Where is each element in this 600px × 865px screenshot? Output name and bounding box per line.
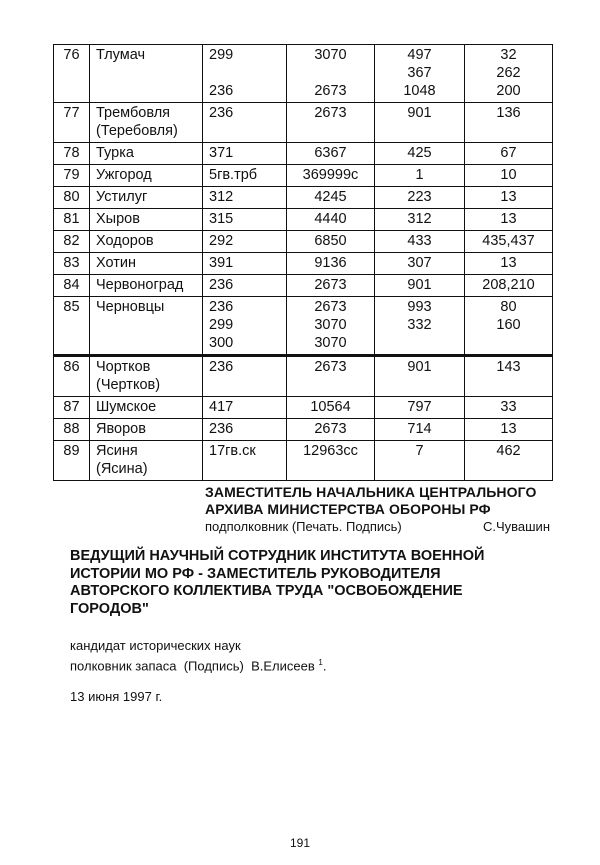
- city-name: Червоноград: [96, 277, 184, 293]
- unit-number: 236: [209, 421, 234, 437]
- unit-number: 371: [209, 145, 234, 161]
- unit-code: 2673: [314, 299, 347, 315]
- unit-number-cell: [203, 45, 287, 103]
- unit-code-cell: [287, 356, 375, 397]
- city-name: Турка: [96, 145, 134, 161]
- unit-number: 299: [209, 317, 234, 333]
- row-number: 89: [54, 441, 90, 481]
- row-number: 78: [54, 143, 90, 165]
- candidate-name: В.Елисеев: [251, 658, 315, 674]
- row-number: 88: [54, 419, 90, 441]
- unit-code-cell: [287, 45, 375, 103]
- unit-code-cell: [287, 419, 375, 441]
- deputy-name: С.Чувашин: [482, 519, 550, 534]
- city-name-cell: [90, 356, 203, 397]
- row-number: 86: [54, 356, 90, 397]
- reference-number-cell: [465, 209, 553, 231]
- table-row: [54, 209, 553, 231]
- unit-code-cell: [287, 297, 375, 356]
- unit-code-cell: [287, 275, 375, 297]
- unit-number-cell: [203, 143, 287, 165]
- unit-number-cell: [203, 397, 287, 419]
- reference-number: 33: [500, 399, 517, 415]
- unit-code: 6850: [314, 233, 347, 249]
- city-name-cell: [90, 45, 203, 103]
- unit-number-cell: [203, 103, 287, 143]
- city-name: Шумское: [96, 399, 157, 415]
- unit-code: 4440: [314, 211, 347, 227]
- order-number-cell: [375, 356, 465, 397]
- city-name-cell: [90, 231, 203, 253]
- unit-number: 236: [209, 299, 234, 315]
- unit-number-cell: [203, 275, 287, 297]
- unit-number-cell: [203, 209, 287, 231]
- city-name-cell: [90, 397, 203, 419]
- unit-code: 9136: [314, 255, 347, 271]
- candidate-block: [70, 637, 490, 674]
- order-number-cell: [375, 397, 465, 419]
- reference-number: 208,210: [482, 277, 535, 293]
- order-number-cell: [375, 45, 465, 103]
- reference-number: 10: [500, 167, 517, 183]
- table-row: [54, 231, 553, 253]
- row-number: 82: [54, 231, 90, 253]
- unit-number: [209, 64, 280, 82]
- order-number: 901: [407, 277, 432, 293]
- reference-number: 67: [500, 145, 517, 161]
- deputy-title: [205, 484, 555, 518]
- unit-number: 5гв.трб: [209, 167, 258, 183]
- order-number: 367: [407, 65, 432, 81]
- deputy-rank: подполковник (Печать. Подпись): [205, 519, 402, 534]
- unit-number: 236: [209, 277, 234, 293]
- unit-code: 2673: [314, 277, 347, 293]
- city-name-cell: [90, 275, 203, 297]
- unit-code: 4245: [314, 189, 347, 205]
- unit-code-cell: [287, 103, 375, 143]
- city-name: Ясиня: [96, 443, 138, 459]
- reference-number-cell: [465, 356, 553, 397]
- city-name: Яворов: [96, 421, 146, 437]
- city-name-cell: [90, 297, 203, 356]
- table-row: [54, 143, 553, 165]
- table-row: [54, 103, 553, 143]
- city-name: Хотин: [96, 255, 137, 271]
- unit-number-cell: [203, 441, 287, 481]
- order-number-cell: [375, 441, 465, 481]
- unit-code: 2673: [314, 359, 347, 375]
- unit-code-cell: [287, 397, 375, 419]
- city-name: Ужгород: [96, 167, 152, 183]
- row-number: 84: [54, 275, 90, 297]
- table-row: [54, 419, 553, 441]
- reference-number-cell: [465, 441, 553, 481]
- order-number-cell: [375, 187, 465, 209]
- reference-number-cell: [465, 187, 553, 209]
- order-number-cell: [375, 165, 465, 187]
- unit-number-cell: [203, 253, 287, 275]
- unit-number: 236: [209, 105, 234, 121]
- order-number: 307: [407, 255, 432, 271]
- reference-number: 13: [500, 255, 517, 271]
- unit-code: 3070: [314, 335, 347, 351]
- order-number-cell: [375, 253, 465, 275]
- unit-number: 391: [209, 255, 234, 271]
- lead-title-line-3: АВТОРСКОГО КОЛЛЕКТИВА ТРУДА "ОСВОБОЖДЕНИЕ: [70, 583, 463, 599]
- lead-researcher-title: [70, 548, 540, 618]
- unit-number: 299: [209, 47, 234, 63]
- lead-title-line-1: ВЕДУЩИЙ НАУЧНЫЙ СОТРУДНИК ИНСТИТУТА ВОЕННОЙ: [70, 548, 485, 564]
- unit-number: 315: [209, 211, 234, 227]
- reference-number: 80: [500, 299, 517, 315]
- reference-number: 13: [500, 211, 517, 227]
- unit-code-cell: [287, 165, 375, 187]
- city-name-cell: [90, 419, 203, 441]
- unit-number-cell: [203, 356, 287, 397]
- city-name-cell: [90, 165, 203, 187]
- city-name: Чортков: [96, 359, 151, 375]
- row-number: 87: [54, 397, 90, 419]
- order-number: 497: [407, 47, 432, 63]
- city-name-cell: [90, 441, 203, 481]
- city-name: (Теребовля): [96, 123, 178, 139]
- city-name: Хыров: [96, 211, 140, 227]
- row-number: 79: [54, 165, 90, 187]
- order-number-cell: [375, 275, 465, 297]
- unit-code-cell: [287, 209, 375, 231]
- unit-number: 292: [209, 233, 234, 249]
- unit-code: 369999с: [302, 167, 359, 183]
- table-row: [54, 187, 553, 209]
- candidate-footnote-mark: 1: [318, 658, 323, 667]
- table-row: [54, 297, 553, 356]
- unit-code: 2673: [314, 83, 347, 99]
- row-number: 80: [54, 187, 90, 209]
- reference-number-cell: [465, 45, 553, 103]
- reference-number: 262: [496, 65, 521, 81]
- row-number: 83: [54, 253, 90, 275]
- page-number: 191: [289, 836, 311, 850]
- unit-code: 10564: [310, 399, 351, 415]
- unit-number-cell: [203, 297, 287, 356]
- unit-code: 2673: [314, 421, 347, 437]
- unit-code: 6367: [314, 145, 347, 161]
- order-number: 1: [415, 167, 424, 183]
- order-number-cell: [375, 209, 465, 231]
- order-number: 312: [407, 211, 432, 227]
- reference-number: 13: [500, 189, 517, 205]
- city-name-cell: [90, 143, 203, 165]
- unit-code: [293, 64, 368, 82]
- reference-number: 32: [500, 47, 517, 63]
- order-number: 797: [407, 399, 432, 415]
- reference-number-cell: [465, 103, 553, 143]
- order-number: 901: [407, 359, 432, 375]
- city-name: Устилуг: [96, 189, 148, 205]
- unit-code: 2673: [314, 105, 347, 121]
- city-name-cell: [90, 209, 203, 231]
- reference-number: 13: [500, 421, 517, 437]
- unit-number-cell: [203, 231, 287, 253]
- table-row: [54, 356, 553, 397]
- reference-number-cell: [465, 253, 553, 275]
- unit-number: 17гв.ск: [209, 443, 256, 459]
- order-number: 901: [407, 105, 432, 121]
- order-number: 714: [407, 421, 432, 437]
- reference-number: 435,437: [482, 233, 535, 249]
- unit-code-cell: [287, 231, 375, 253]
- order-number-cell: [375, 231, 465, 253]
- order-number-cell: [375, 143, 465, 165]
- reference-number: 136: [496, 105, 521, 121]
- city-name-cell: [90, 187, 203, 209]
- unit-code-cell: [287, 441, 375, 481]
- unit-code-cell: [287, 253, 375, 275]
- table-row: [54, 165, 553, 187]
- reference-number: 462: [496, 443, 521, 459]
- unit-code-cell: [287, 143, 375, 165]
- lead-title-line-2: ИСТОРИИ МО РФ - ЗАМЕСТИТЕЛЬ РУКОВОДИТЕЛЯ: [70, 565, 441, 582]
- reference-number-cell: [465, 143, 553, 165]
- row-number: 85: [54, 297, 90, 356]
- order-number: 993: [407, 299, 432, 315]
- order-number: 425: [407, 145, 432, 161]
- reference-number-cell: [465, 419, 553, 441]
- deputy-title-line-1: ЗАМЕСТИТЕЛЬ НАЧАЛЬНИКА ЦЕНТРАЛЬНОГО: [205, 484, 537, 500]
- reference-number: 200: [496, 83, 521, 99]
- lead-title-line-4: ГОРОДОВ": [70, 600, 149, 617]
- unit-number: 236: [209, 359, 234, 375]
- unit-number-cell: [203, 187, 287, 209]
- candidate-rank: полковник запаса: [70, 658, 177, 674]
- reference-number-cell: [465, 275, 553, 297]
- row-number: 81: [54, 209, 90, 231]
- city-name: (Ясина): [96, 461, 148, 477]
- reference-number-cell: [465, 397, 553, 419]
- table-row: [54, 441, 553, 481]
- order-number-cell: [375, 419, 465, 441]
- city-name: (Чертков): [96, 377, 161, 393]
- table-row: [54, 275, 553, 297]
- order-number: 223: [407, 189, 432, 205]
- order-number: 332: [407, 317, 432, 333]
- garrison-table: [53, 44, 553, 481]
- order-number: 7: [415, 443, 424, 459]
- unit-number: 236: [209, 83, 234, 99]
- city-name-cell: [90, 253, 203, 275]
- deputy-signature-line: [205, 518, 550, 535]
- unit-number: 417: [209, 399, 234, 415]
- unit-number-cell: [203, 165, 287, 187]
- unit-code: 12963сс: [303, 443, 358, 459]
- table-row: [54, 397, 553, 419]
- table-body: [54, 45, 553, 481]
- order-number: 1048: [403, 83, 436, 99]
- order-number-cell: [375, 103, 465, 143]
- candidate-degree: кандидат исторических наук: [70, 638, 241, 653]
- unit-number: 300: [209, 335, 234, 351]
- unit-code: 3070: [314, 317, 347, 333]
- city-name: Трембовля: [96, 105, 171, 121]
- table-row: [54, 45, 553, 103]
- city-name: Черновцы: [96, 299, 165, 315]
- city-name: Ходоров: [96, 233, 154, 249]
- deputy-title-line-2: АРХИВА МИНИСТЕРСТВА ОБОРОНЫ РФ: [205, 501, 491, 517]
- city-name: Тлумач: [96, 47, 146, 63]
- candidate-signature: (Подпись): [183, 658, 244, 674]
- reference-number-cell: [465, 231, 553, 253]
- reference-number: 143: [496, 359, 521, 375]
- reference-number: 160: [496, 317, 521, 333]
- row-number: 76: [54, 45, 90, 103]
- order-number: 433: [407, 233, 432, 249]
- unit-code: 3070: [314, 47, 347, 63]
- table-row: [54, 253, 553, 275]
- document-date: 13 июня 1997 г.: [70, 689, 163, 704]
- order-number-cell: [375, 297, 465, 356]
- unit-number: 312: [209, 189, 234, 205]
- candidate-signature-line: полковник запаса (Подпись) В.Елисеев $^1$.: [70, 658, 327, 674]
- unit-code-cell: [287, 187, 375, 209]
- row-number: 77: [54, 103, 90, 143]
- unit-number-cell: [203, 419, 287, 441]
- reference-number-cell: [465, 165, 553, 187]
- city-name-cell: [90, 103, 203, 143]
- reference-number-cell: [465, 297, 553, 356]
